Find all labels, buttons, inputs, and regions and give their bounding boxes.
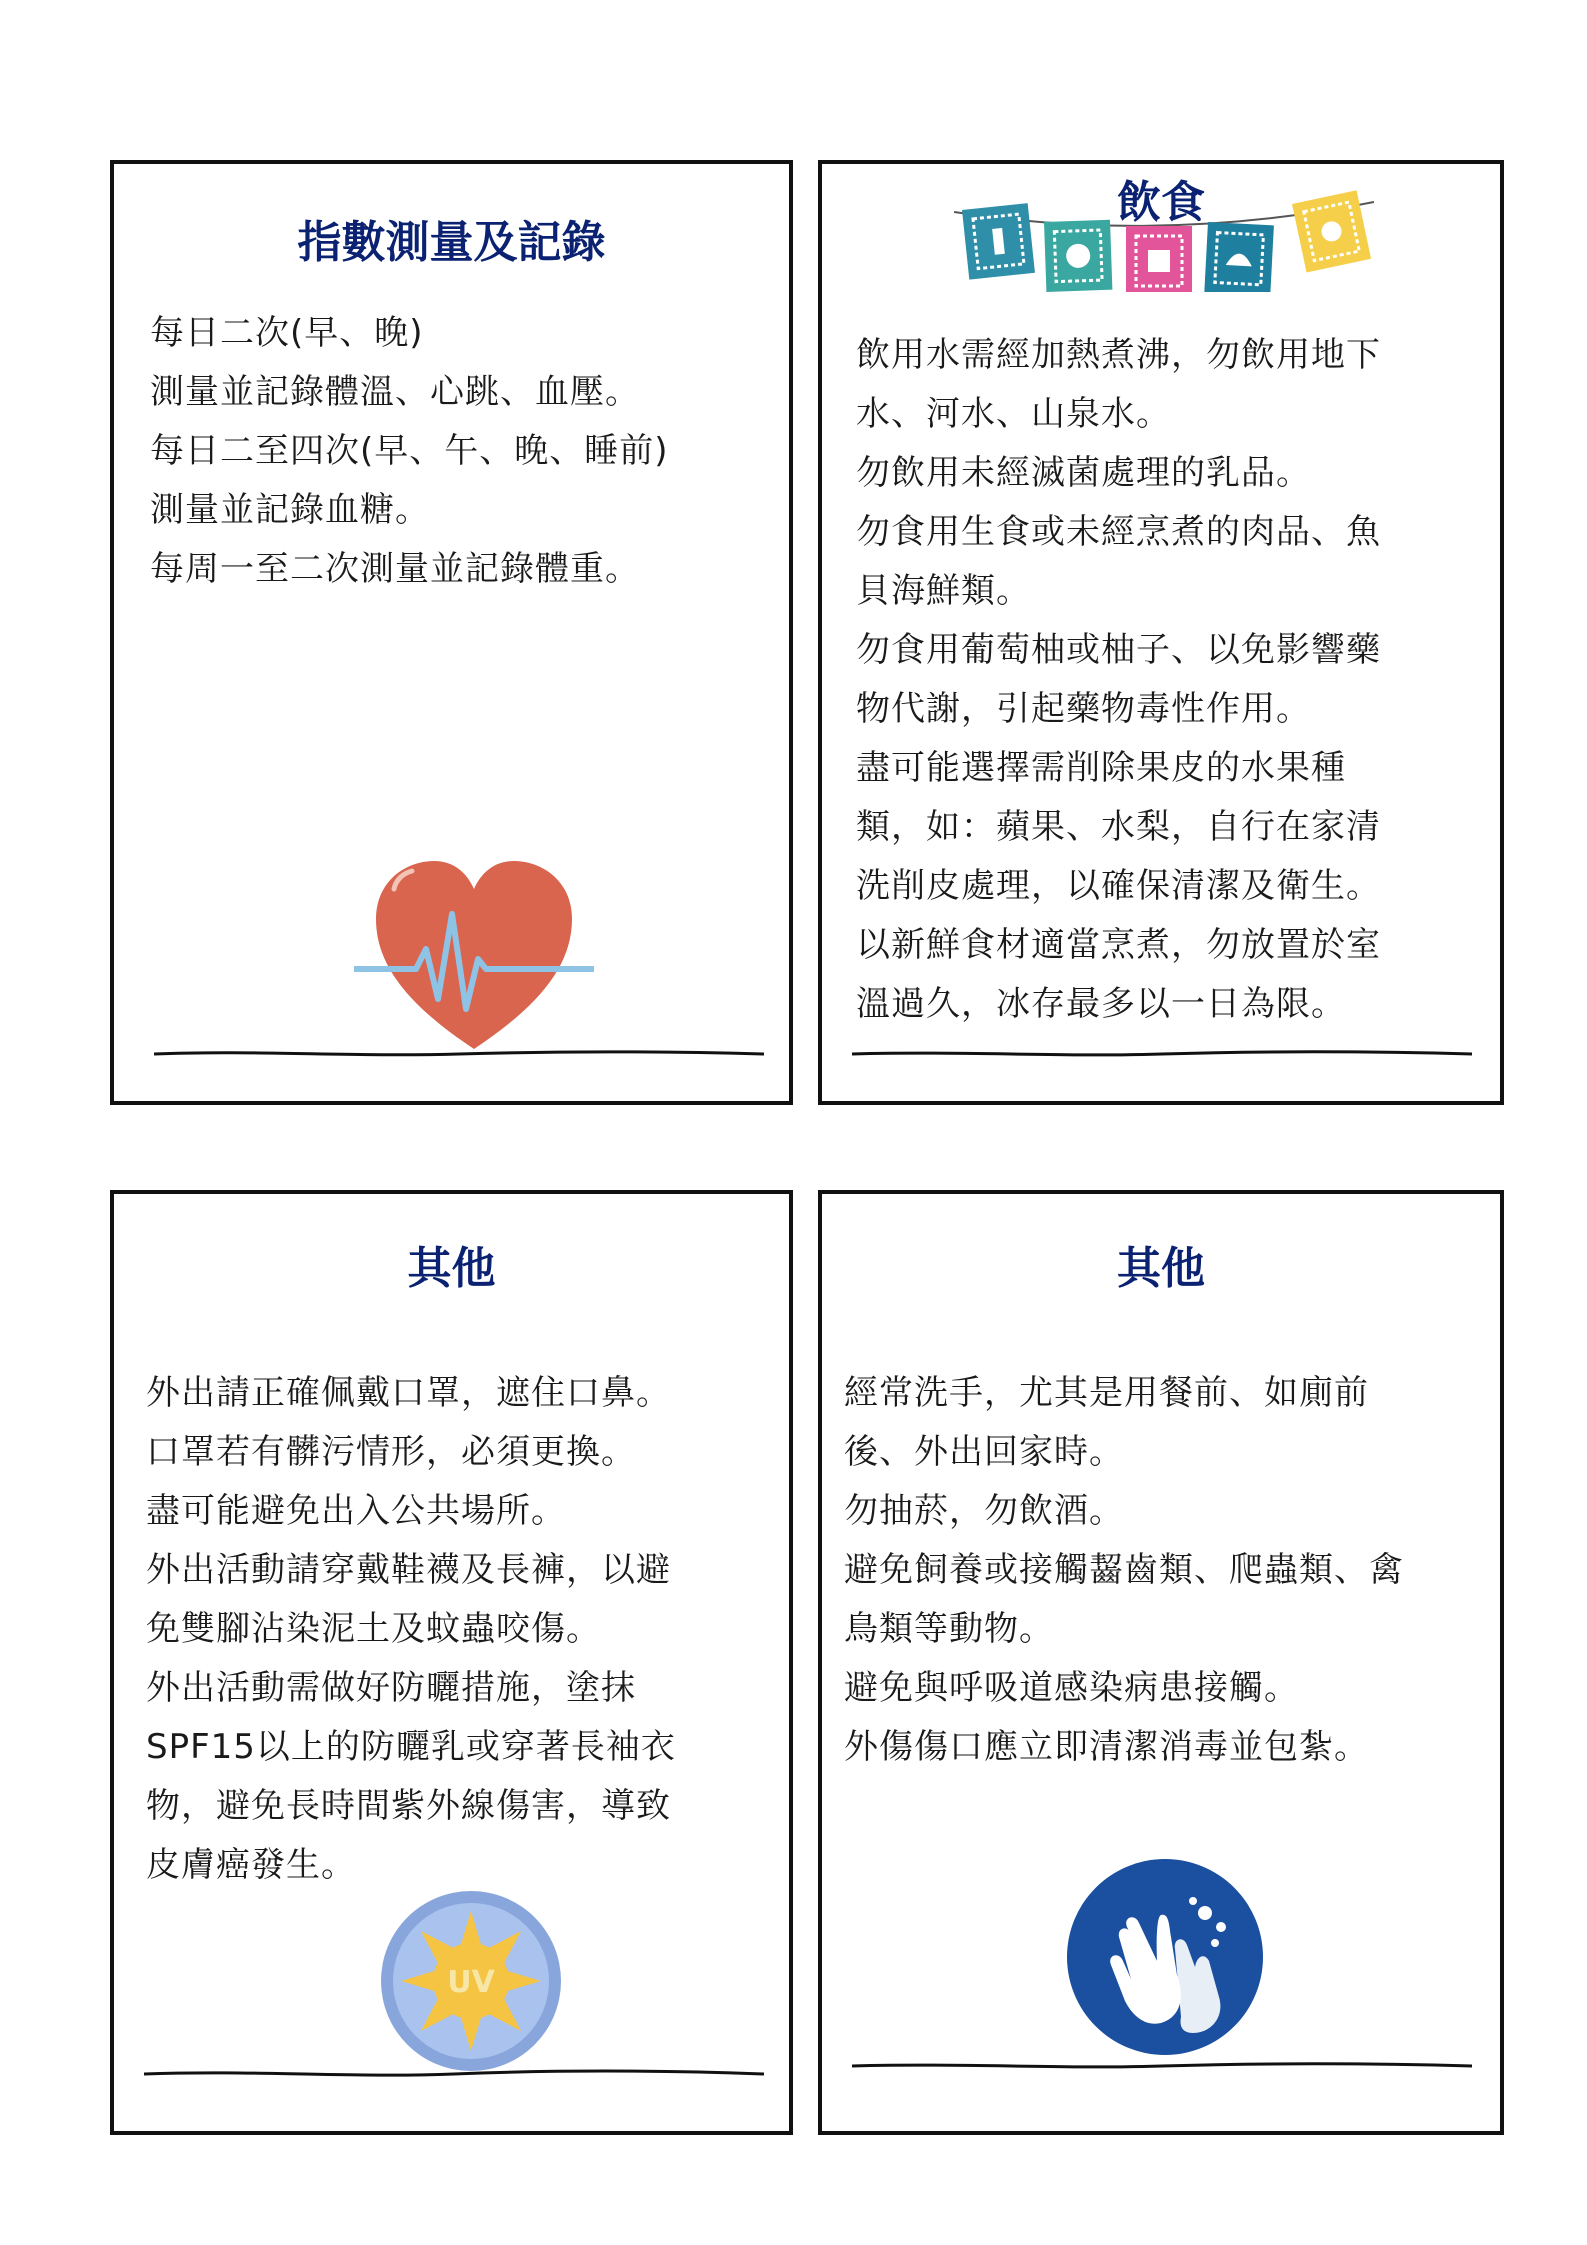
text-line: 以新鮮食材適當烹煮，勿放置於室	[856, 925, 1381, 965]
text-line: 物，避免長時間紫外線傷害，導致	[146, 1786, 671, 1826]
card-other-hygiene	[818, 1190, 1504, 2135]
text-line: 勿食用葡萄柚或柚子、以免影響藥	[856, 630, 1381, 670]
card-text	[150, 304, 669, 599]
text-line: 勿飲用未經滅菌處理的乳品。	[856, 453, 1311, 493]
text-line: 盡可能選擇需削除果皮的水果種	[856, 748, 1346, 788]
text-line: 每日二次(早、晚)	[150, 313, 424, 353]
card-title: 其他	[407, 1243, 496, 1294]
text-line: 飲用水需經加熱煮沸，勿飲用地下	[856, 335, 1381, 375]
text-line: 外傷傷口應立即清潔消毒並包紮。	[844, 1727, 1369, 1767]
text-line: 鳥類等動物。	[844, 1609, 1054, 1649]
heart-pulse-icon	[354, 859, 594, 1059]
text-line: 勿食用生食或未經烹煮的肉品、魚	[856, 512, 1381, 552]
text-line: 避免飼養或接觸齧齒類、爬蟲類、禽	[844, 1550, 1404, 1590]
ground-line	[154, 1044, 764, 1064]
card-title: 其他	[1117, 1243, 1205, 1294]
text-line: 水、河水、山泉水。	[856, 394, 1171, 434]
text-line: 洗削皮處理，以確保清潔及衛生。	[856, 866, 1381, 906]
card-text	[856, 326, 1381, 1034]
text-line: 盡可能避免出入公共場所。	[146, 1491, 566, 1531]
card-measurement	[110, 160, 793, 1105]
card-text	[844, 1364, 1404, 1777]
text-line: 類，如：蘋果、水梨，自行在家清	[856, 807, 1381, 847]
text-line: 每周一至二次測量並記錄體重。	[150, 549, 640, 589]
ground-line	[852, 2056, 1472, 2076]
text-line: 口罩若有髒污情形，必須更換。	[146, 1432, 636, 1472]
card-title: 指數測量及記錄	[297, 217, 606, 268]
text-line: 外出請正確佩戴口罩，遮住口鼻。	[146, 1373, 671, 1413]
text-line: SPF15以上的防曬乳或穿著長袖衣	[146, 1727, 676, 1767]
text-line: 外出活動請穿戴鞋襪及長褲，以避	[146, 1550, 671, 1590]
card-text	[146, 1364, 676, 1895]
text-line: 外出活動需做好防曬措施，塗抹	[146, 1668, 636, 1708]
card-other-outdoor	[110, 1190, 793, 2135]
text-line: 測量並記錄體溫、心跳、血壓。	[150, 372, 640, 412]
ground-line	[852, 1044, 1472, 1064]
text-line: 物代謝，引起藥物毒性作用。	[856, 689, 1311, 729]
uv-badge-text: UV	[447, 1965, 495, 2000]
text-line: 經常洗手，尤其是用餐前、如廁前	[844, 1373, 1369, 1413]
handwashing-icon	[1065, 1857, 1265, 2057]
text-line: 避免與呼吸道感染病患接觸。	[844, 1668, 1299, 1708]
text-line: 貝海鮮類。	[856, 571, 1031, 611]
text-line: 測量並記錄血糖。	[150, 490, 430, 530]
card-diet	[818, 160, 1504, 1105]
card-title: 飲食	[1117, 177, 1205, 228]
text-line: 後、外出回家時。	[844, 1432, 1124, 1472]
text-line: 免雙腳沾染泥土及蚊蟲咬傷。	[146, 1609, 601, 1649]
text-line: 皮膚癌發生。	[146, 1845, 356, 1885]
text-line: 勿抽菸，勿飲酒。	[844, 1491, 1124, 1531]
text-line: 溫過久，冰存最多以一日為限。	[856, 984, 1346, 1024]
ground-line	[144, 2064, 764, 2084]
uv-sun-icon	[379, 1889, 563, 2073]
text-line: 每日二至四次(早、午、晚、睡前)	[150, 431, 669, 471]
